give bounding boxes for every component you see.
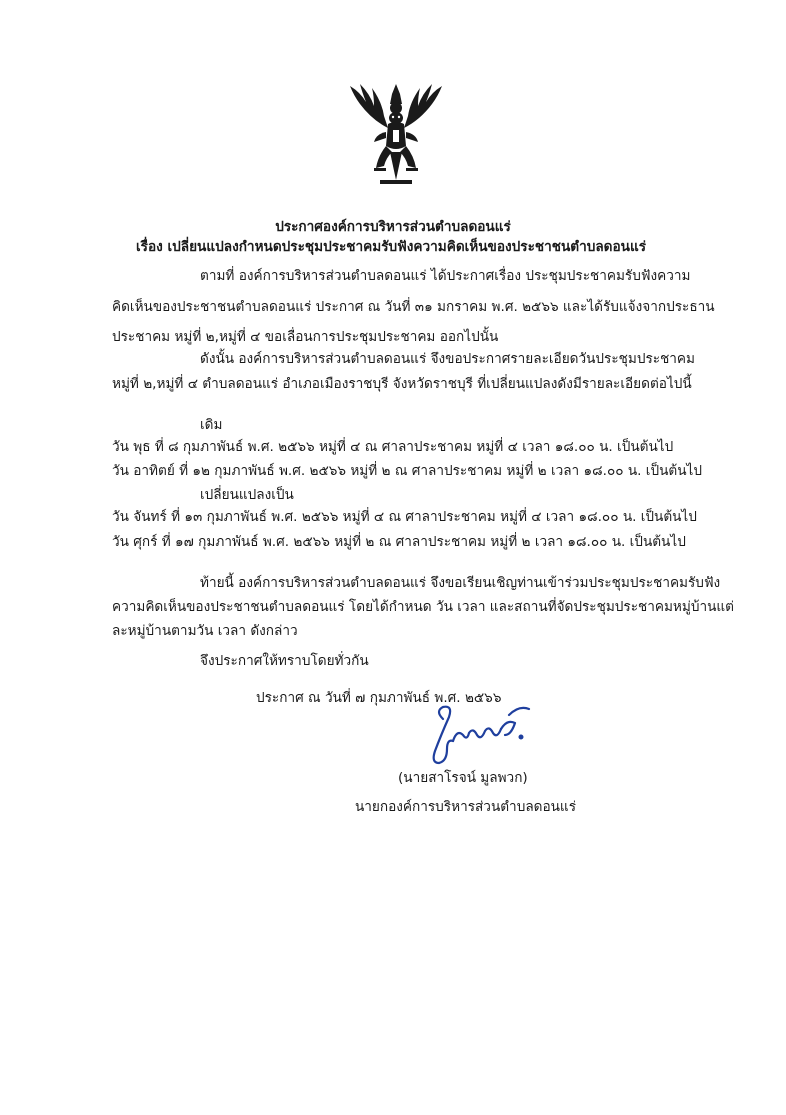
schedule-row: วัน จันทร์ ที่ ๑๓ กุมภาพันธ์ พ.ศ. ๒๕๖๖ หมู่ที่ ๔ ณ ศาลาประชาคม หมู่ที่ ๔ เวลา ๑๘.๐๐ น. เป็นต้นไป <box>112 509 697 525</box>
garuda-emblem-icon <box>346 80 446 192</box>
original-schedule-label: เดิม <box>200 417 223 433</box>
paragraph-1-line-2: คิดเห็นของประชาชนตำบลดอนแร่ ประกาศ ณ วันที่ ๓๑ มกราคม พ.ศ. ๒๕๖๖ และได้รับแจ้งจากประธาน <box>112 299 715 315</box>
paragraph-3-line-3: ละหมู่บ้านตามวัน เวลา ดังกล่าว <box>112 623 298 639</box>
paragraph-2-line-1: ดังนั้น องค์การบริหารส่วนตำบลดอนแร่ จึงขอประกาศรายละเอียดวันประชุมประชาคม <box>200 351 695 367</box>
closing-statement: จึงประกาศให้ทราบโดยทั่วกัน <box>200 653 369 669</box>
schedule-row: วัน พุธ ที่ ๘ กุมภาพันธ์ พ.ศ. ๒๕๖๖ หมู่ที่ ๔ ณ ศาลาประชาคม หมู่ที่ ๔ เวลา ๑๘.๐๐ น. เป็นต้นไป <box>112 439 674 455</box>
document-title: ประกาศองค์การบริหารส่วนตำบลดอนแร่ <box>275 219 511 235</box>
paragraph-1-line-3: ประชาคม หมู่ที่ ๒,หมู่ที่ ๔ ขอเลื่อนการประชุมประชาคม ออกไปนั้น <box>112 329 499 345</box>
paragraph-1-line-1: ตามที่ องค์การบริหารส่วนตำบลดอนแร่ ได้ประกาศเรื่อง ประชุมประชาคมรับฟังความ <box>200 268 691 284</box>
paragraph-3-line-2: ความคิดเห็นของประชาชนตำบลดอนแร่ โดยได้กำหนด วัน เวลา และสถานที่จัดประชุมประชาคมหมู่บ้านแต่ <box>112 599 735 615</box>
paragraph-2-line-2: หมู่ที่ ๒,หมู่ที่ ๔ ตำบลดอนแร่ อำเภอเมืองราชบุรี จังหวัดราชบุรี ที่เปลี่ยนแปลงดังมีรายละเอียดต่อไปนี้ <box>112 376 692 392</box>
document-subject: เรื่อง เปลี่ยนแปลงกำหนดประชุมประชาคมรับฟังความคิดเห็นของประชาชนตำบลดอนแร่ <box>136 239 647 255</box>
announcement-date: ประกาศ ณ วันที่ ๗ กุมภาพันธ์ พ.ศ. ๒๕๖๖ <box>256 690 502 706</box>
schedule-row: วัน อาทิตย์ ที่ ๑๒ กุมภาพันธ์ พ.ศ. ๒๕๖๖ หมู่ที่ ๒ ณ ศาลาประชาคม หมู่ที่ ๒ เวลา ๑๘.๐๐ น. เป็นต้นไป <box>112 463 702 479</box>
handwritten-signature-icon <box>425 705 535 769</box>
schedule-row: วัน ศุกร์ ที่ ๑๗ กุมภาพันธ์ พ.ศ. ๒๕๖๖ หมู่ที่ ๒ ณ ศาลาประชาคม หมู่ที่ ๒ เวลา ๑๘.๐๐ น. เป็นต้นไป <box>112 534 686 550</box>
signer-name: (นายสาโรจน์ มูลพวก) <box>398 770 528 786</box>
paragraph-3-line-1: ท้ายนี้ องค์การบริหารส่วนตำบลดอนแร่ จึงขอเรียนเชิญท่านเข้าร่วมประชุมประชาคมรับฟัง <box>200 575 721 591</box>
signer-position: นายกองค์การบริหารส่วนตำบลดอนแร่ <box>355 799 576 815</box>
changed-schedule-label: เปลี่ยนแปลงเป็น <box>200 487 294 503</box>
